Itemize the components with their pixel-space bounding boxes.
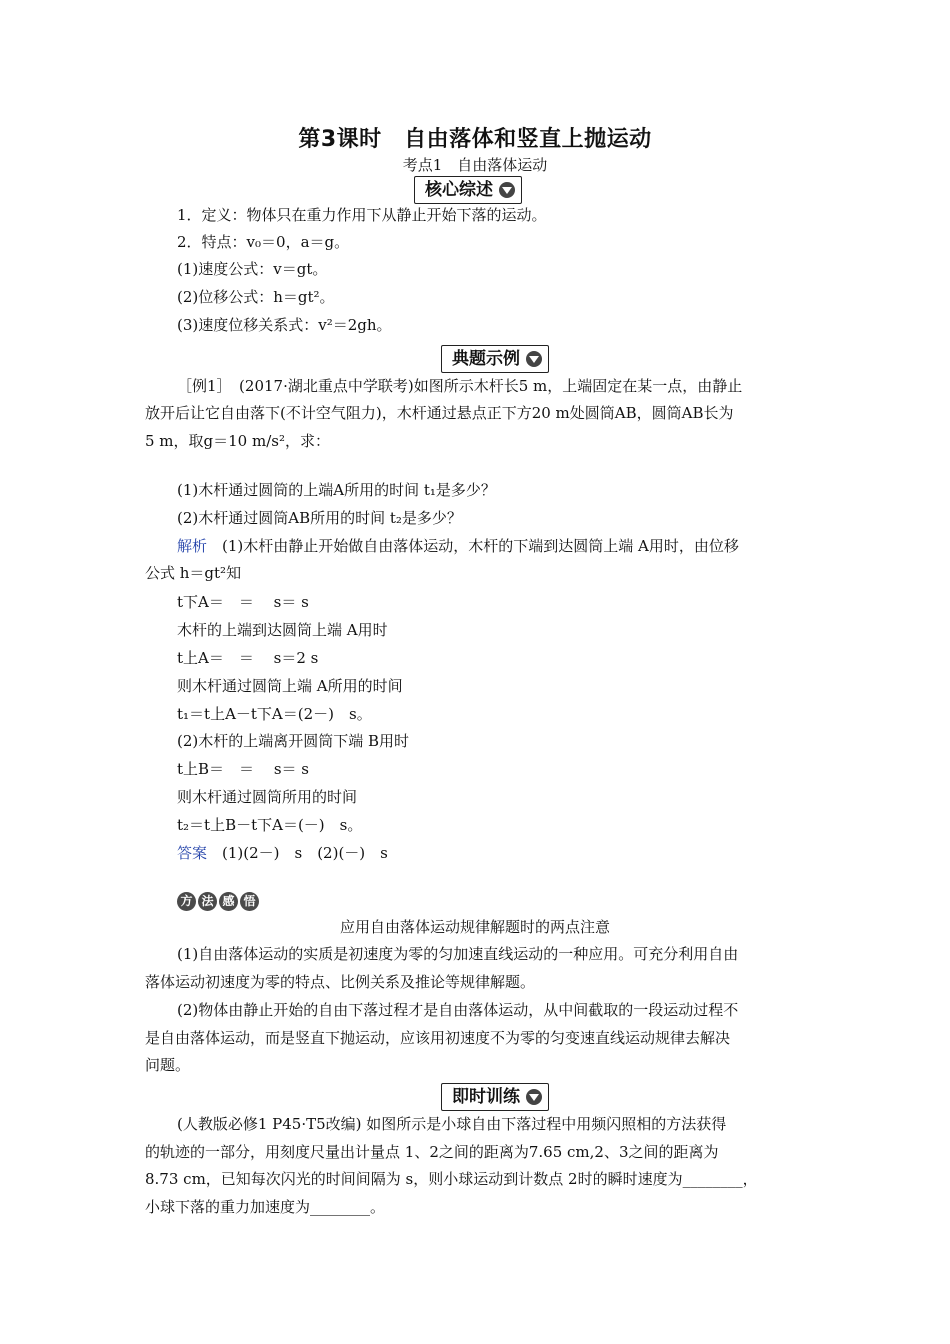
example-line: (2)木杆通过圆筒AB所用的时间 t₂是多少？	[177, 509, 462, 527]
solution-label: 解析	[177, 537, 208, 555]
method-badge	[177, 892, 259, 911]
lesson-title: 第3课时 自由落体和竖直上抛运动	[298, 127, 652, 152]
example-line: 5 m，取g＝10 m/s²，求：	[145, 432, 330, 450]
solution-text: (1)木杆由静止开始做自由落体运动，木杆的下端到达圆筒上端 A用时，由位移	[207, 537, 739, 555]
solution-line: t上B＝ ＝ s＝ s	[177, 760, 309, 778]
answer-text: (1)(2－) s (2)(－) s	[207, 844, 388, 862]
solution-line: t₂＝t上B－t下A＝(－) s。	[177, 816, 363, 834]
core-line: 1．定义：物体只在重力作用下从静止开始下落的运动。	[177, 206, 547, 224]
practice-line: 8.73 cm，已知每次闪光的时间间隔为 s，则小球运动到计数点 2时的瞬时速度为________，	[145, 1170, 758, 1188]
answer-line	[177, 843, 388, 863]
method-heading: 应用自由落体运动规律解题时的两点注意	[339, 918, 610, 936]
solution-line: 公式 h＝gt²知	[145, 564, 242, 582]
section-example	[441, 345, 549, 373]
solution-line: (2)木杆的上端离开圆筒下端 B用时	[177, 732, 410, 750]
section-core-label: 核心综述	[425, 180, 493, 200]
practice-line: 的轨迹的一部分，用刻度尺量出计量点 1、2之间的距离为7.65 cm,2、3之间的距离为	[145, 1143, 719, 1161]
example-line: (1)木杆通过圆筒的上端A所用的时间 t₁是多少？	[177, 481, 496, 499]
topic-subtitle: 考点1 自由落体运动	[402, 156, 548, 174]
method-badge-char: 法	[198, 892, 217, 911]
core-line: 2．特点：v₀＝0，a＝g。	[177, 233, 350, 251]
practice-line: (人教版必修1 P45·T5改编) 如图所示是小球自由下落过程中用频闪照相的方法获得	[177, 1115, 727, 1133]
method-line: 落体运动初速度为零的特点、比例关系及推论等规律解题。	[145, 973, 536, 991]
method-line: 是自由落体运动，而是竖直下抛运动，应该用初速度不为零的匀变速直线运动规律去解决	[145, 1029, 731, 1047]
section-practice-label: 即时训练	[452, 1087, 520, 1107]
method-line: (2)物体由静止开始的自由下落过程才是自由落体运动，从中间截取的一段运动过程不	[177, 1001, 739, 1019]
method-badge-char: 方	[177, 892, 196, 911]
solution-line: 则木杆通过圆筒上端 A所用的时间	[177, 677, 403, 695]
answer-label: 答案	[177, 844, 208, 862]
practice-line: 小球下落的重力加速度为________。	[145, 1198, 386, 1216]
section-example-label: 典题示例	[452, 349, 520, 369]
solution-first-line	[177, 536, 739, 556]
chevron-down-icon	[526, 1089, 542, 1105]
method-line: 问题。	[145, 1056, 191, 1074]
solution-line: t上A＝ ＝ s＝2 s	[177, 649, 319, 667]
example-line: 放开后让它自由落下(不计空气阻力)，木杆通过悬点正下方20 m处圆筒AB，圆筒AB长为	[145, 404, 734, 422]
solution-line: t下A＝ ＝ s＝ s	[177, 593, 309, 611]
chevron-down-icon	[499, 182, 515, 198]
method-line: (1)自由落体运动的实质是初速度为零的匀加速直线运动的一种应用。可充分利用自由	[177, 945, 739, 963]
solution-line: 木杆的上端到达圆筒上端 A用时	[177, 621, 388, 639]
method-badge-char: 悟	[240, 892, 259, 911]
core-line: (2)位移公式：h＝gt²。	[177, 288, 335, 306]
chevron-down-icon	[526, 351, 542, 367]
core-line: (3)速度位移关系式：v²＝2gh。	[177, 316, 392, 334]
section-practice	[441, 1083, 549, 1111]
example-line: ［例1］ (2017·湖北重点中学联考)如图所示木杆长5 m，上端固定在某一点，由静止	[177, 377, 743, 395]
core-line: (1)速度公式：v＝gt。	[177, 260, 328, 278]
method-badge-char: 感	[219, 892, 238, 911]
solution-line: 则木杆通过圆筒所用的时间	[177, 788, 358, 806]
solution-line: t₁＝t上A－t下A＝(2－) s。	[177, 705, 372, 723]
section-core	[414, 176, 522, 204]
